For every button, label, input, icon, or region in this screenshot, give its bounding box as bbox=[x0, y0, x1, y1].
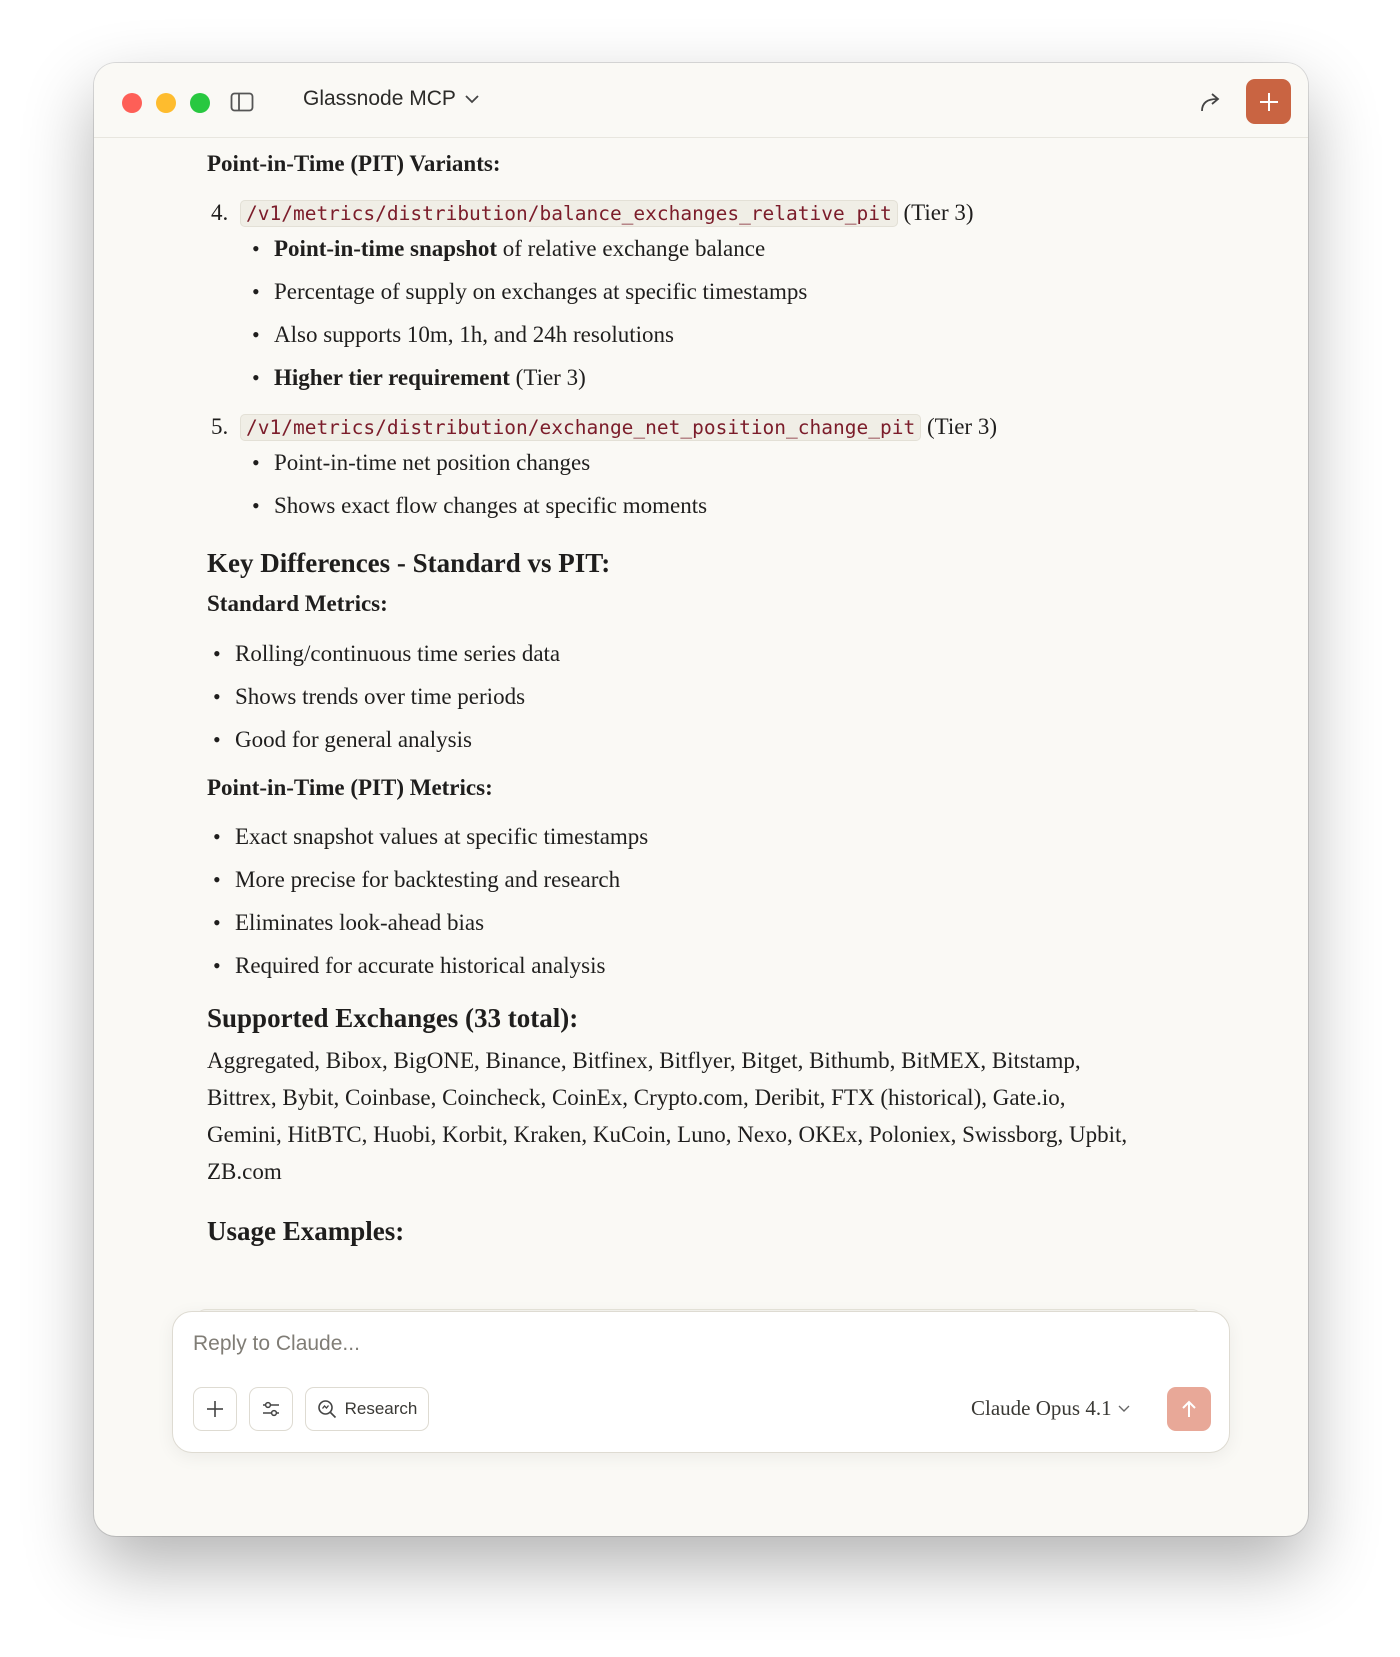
list-item: • Also supports 10m, 1h, and 24h resolutions bbox=[274, 320, 674, 350]
pit-variants-heading: Point-in-Time (PIT) Variants: bbox=[207, 151, 501, 176]
endpoint-code: /v1/metrics/distribution/balance_exchanges_relative_pit bbox=[240, 200, 898, 227]
add-attachment-button[interactable] bbox=[193, 1387, 237, 1431]
app-window bbox=[94, 63, 1308, 1536]
usage-examples-heading: Usage Examples: bbox=[207, 1216, 405, 1246]
list-item: • Required for accurate historical analysis bbox=[235, 951, 605, 981]
endpoint-code: /v1/metrics/distribution/exchange_net_position_change_pit bbox=[240, 414, 921, 441]
supported-exchanges-heading: Supported Exchanges (33 total): bbox=[207, 1003, 579, 1033]
list-number: 5. bbox=[211, 414, 229, 439]
tier-label: (Tier 3) bbox=[903, 200, 974, 225]
conversation-title: Glassnode MCP bbox=[303, 87, 456, 110]
maximize-window-button[interactable] bbox=[190, 93, 210, 113]
research-icon bbox=[317, 1399, 337, 1419]
list-item: • Rolling/continuous time series data bbox=[235, 639, 560, 669]
composer bbox=[172, 1311, 1230, 1453]
list-item: • Shows trends over time periods bbox=[235, 682, 525, 712]
pit-metrics-heading: Point-in-Time (PIT) Metrics: bbox=[207, 775, 493, 800]
message-content bbox=[94, 139, 1308, 1449]
list-item: • Point-in-time net position changes bbox=[274, 448, 590, 478]
key-differences-heading: Key Differences - Standard vs PIT: bbox=[207, 548, 611, 578]
arrow-up-icon bbox=[1180, 1399, 1198, 1419]
share-icon[interactable] bbox=[1198, 89, 1224, 115]
exchanges-paragraph: Aggregated, Bibox, BigONE, Binance, Bitfinex, Bitflyer, Bitget, Bithumb, BitMEX, Bitstamp, Bittrex, Bybit, Coinbase, Coincheck, CoinEx, Crypto.com, Deribit, FTX (historical), Gate.io, Gemini, HitBTC, Huobi, Korbit, Kraken, KuCoin, Luno, Nexo, OKEx, Poloniex, Swissborg, Upbit, ZB.com bbox=[207, 1048, 1128, 1184]
sliders-icon bbox=[261, 1400, 281, 1418]
list-item: • Good for general analysis bbox=[235, 725, 472, 755]
list-item bbox=[207, 411, 997, 444]
chevron-down-icon bbox=[1118, 1405, 1130, 1413]
list-item bbox=[207, 197, 974, 230]
close-window-button[interactable] bbox=[122, 93, 142, 113]
model-selector[interactable] bbox=[971, 1396, 1130, 1421]
list-item: • More precise for backtesting and research bbox=[235, 865, 620, 895]
plus-icon bbox=[1258, 91, 1280, 113]
conversation-title-dropdown[interactable] bbox=[303, 87, 480, 111]
list-item: • Exact snapshot values at specific timestamps bbox=[235, 822, 648, 852]
list-item: • Eliminates look-ahead bias bbox=[235, 908, 484, 938]
research-label: Research bbox=[344, 1399, 418, 1418]
standard-metrics-heading: Standard Metrics: bbox=[207, 591, 388, 616]
list-item: • Higher tier requirement (Tier 3) bbox=[274, 363, 586, 393]
list-item: • Point-in-time snapshot of relative exchange balance bbox=[274, 234, 765, 264]
minimize-window-button[interactable] bbox=[156, 93, 176, 113]
tools-settings-button[interactable] bbox=[249, 1387, 293, 1431]
chevron-down-icon bbox=[464, 94, 480, 104]
list-item: • Shows exact flow changes at specific moments bbox=[274, 491, 707, 521]
new-chat-button[interactable] bbox=[1246, 79, 1291, 124]
title-bar bbox=[94, 63, 1308, 138]
model-label: Claude Opus 4.1 bbox=[971, 1396, 1112, 1420]
send-button[interactable] bbox=[1167, 1387, 1211, 1431]
reply-input[interactable] bbox=[193, 1332, 893, 1356]
sidebar-toggle-icon[interactable] bbox=[230, 92, 254, 112]
research-button[interactable] bbox=[305, 1387, 429, 1431]
plus-icon bbox=[206, 1400, 224, 1418]
list-item: • Percentage of supply on exchanges at specific timestamps bbox=[274, 277, 807, 307]
tier-label: (Tier 3) bbox=[926, 414, 998, 439]
list-number: 4. bbox=[211, 200, 229, 225]
